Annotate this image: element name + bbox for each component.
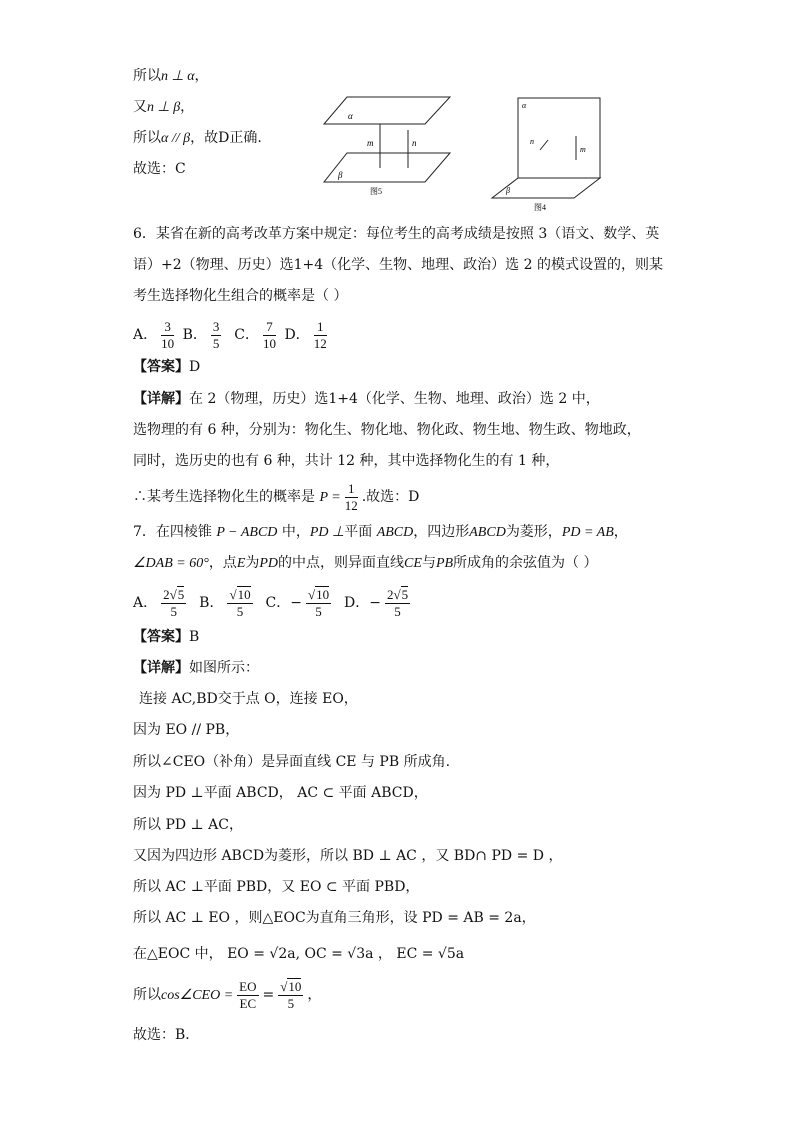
q6-detail-3: 同时，选历史的也有 6 种，共计 12 种，其中选择物化生的有 1 种， xyxy=(133,453,560,469)
q7-step-7: 所以 AC ⊥平面 PBD，又 EO ⊂ 平面 PBD， xyxy=(133,879,420,895)
q6-line-2: 语）+2（物理、历史）选1+4（化学、生物、地理、政治）选 2 的模式设置的，则某 xyxy=(133,257,663,273)
fig4-caption: 图4 xyxy=(534,203,546,212)
prev-line-2: 又n ⊥ β， xyxy=(133,99,195,115)
figure-5 xyxy=(322,94,452,200)
q6-option-a: A． $\frac{3}{10}$ xyxy=(133,318,175,351)
q6-option-d: D． $\frac{1}{12}$ xyxy=(284,318,327,351)
prev-line-3: 所以α // β，故D正确. xyxy=(133,130,262,146)
q7-step-2: 因为 EO // PB， xyxy=(133,722,240,738)
q7-option-c: C．− $\frac{√10}{5}$ xyxy=(265,586,330,619)
q7-step-4: 因为 PD ⊥平面 ABCD， AC ⊂ 平面 ABCD， xyxy=(133,785,428,801)
q7-option-d: D．− $\frac{2√5}{5}$ xyxy=(344,586,409,619)
fig5-caption: 图5 xyxy=(370,187,382,196)
q7-step-6: 又因为四边形 ABCD为菱形，所以 BD ⊥ AC ，又 BD∩ PD = D ， xyxy=(133,848,563,864)
q6-detail-2: 选物理的有 6 种，分别为：物化生、物化地、物化政、物生地、物生政、物地政， xyxy=(133,422,641,438)
fig5-n: n xyxy=(412,138,417,148)
fig4-m: m xyxy=(580,145,586,154)
fig5-beta: β xyxy=(338,170,343,180)
figure-4 xyxy=(488,94,608,214)
q7-detail-intro: 【详解】如图所示： xyxy=(133,660,259,676)
q7-step-9: 在△EOC 中， EO = √2a, OC = √3a ， EC = √5a xyxy=(133,946,465,962)
q7-step-1: 连接 AC,BD交于点 O，连接 EO， xyxy=(139,691,358,707)
fig4-n: n xyxy=(530,137,534,146)
q6-line-1: 6．某省在新的高考改革方案中规定：每位考生的高考成绩是按照 3（语文、数学、英 xyxy=(133,226,660,242)
q7-step-11: 故选：B． xyxy=(133,1027,200,1043)
q6-line-3: 考生选择物化生组合的概率是（ ） xyxy=(133,288,348,304)
prev-line-1: 所以n ⊥ α， xyxy=(133,68,209,84)
fig4-beta: β xyxy=(506,186,510,195)
q7-options xyxy=(133,585,414,621)
q7-step-8: 所以 AC ⊥ EO ，则△EOC为直角三角形，设 PD = AB = 2a， xyxy=(133,910,536,926)
fig4-alpha: α xyxy=(522,101,527,110)
q6-options xyxy=(133,318,331,352)
q7-answer: 【答案】B xyxy=(133,629,200,645)
fig5-m: m xyxy=(367,138,374,148)
q7-line-2: ∠DAB = 60°，点E为PD的中点，则异面直线CE与PB所成角的余弦值为（ ） xyxy=(133,555,598,571)
q7-option-b: B． $\frac{√10}{5}$ xyxy=(199,586,251,619)
q6-detail-1: 【详解】在 2（物理，历史）选1+4（化学、生物、地理、政治）选 2 中， xyxy=(133,391,600,407)
q7-option-a: A． $\frac{2√5}{5}$ xyxy=(133,586,185,619)
prev-line-4: 故选：C xyxy=(133,161,186,177)
q6-option-c: C． $\frac{7}{10}$ xyxy=(234,318,276,351)
fig5-alpha: α xyxy=(348,111,353,121)
q7-step-10: 所以cos∠CEO = $\frac{EO}{EC}$ = $\frac{√10}{5}$ ， xyxy=(133,978,322,1011)
q7-line-1: 7．在四棱锥 P − ABCD 中，PD ⊥平面 ABCD，四边形ABCD为菱形，PD = AB， xyxy=(133,524,628,540)
q6-detail-4: ∴某考生选择物化生的概率是 P = $\frac{1}{12}$ .故选：D xyxy=(133,480,420,513)
q7-step-5: 所以 PD ⊥ AC， xyxy=(133,817,243,833)
q6-answer: 【答案】D xyxy=(133,359,201,375)
q6-option-b: B． $\frac{3}{5}$ xyxy=(182,318,220,351)
q7-step-3: 所以∠CEO（补角）是异面直线 CE 与 PB 所成角. xyxy=(133,754,451,770)
